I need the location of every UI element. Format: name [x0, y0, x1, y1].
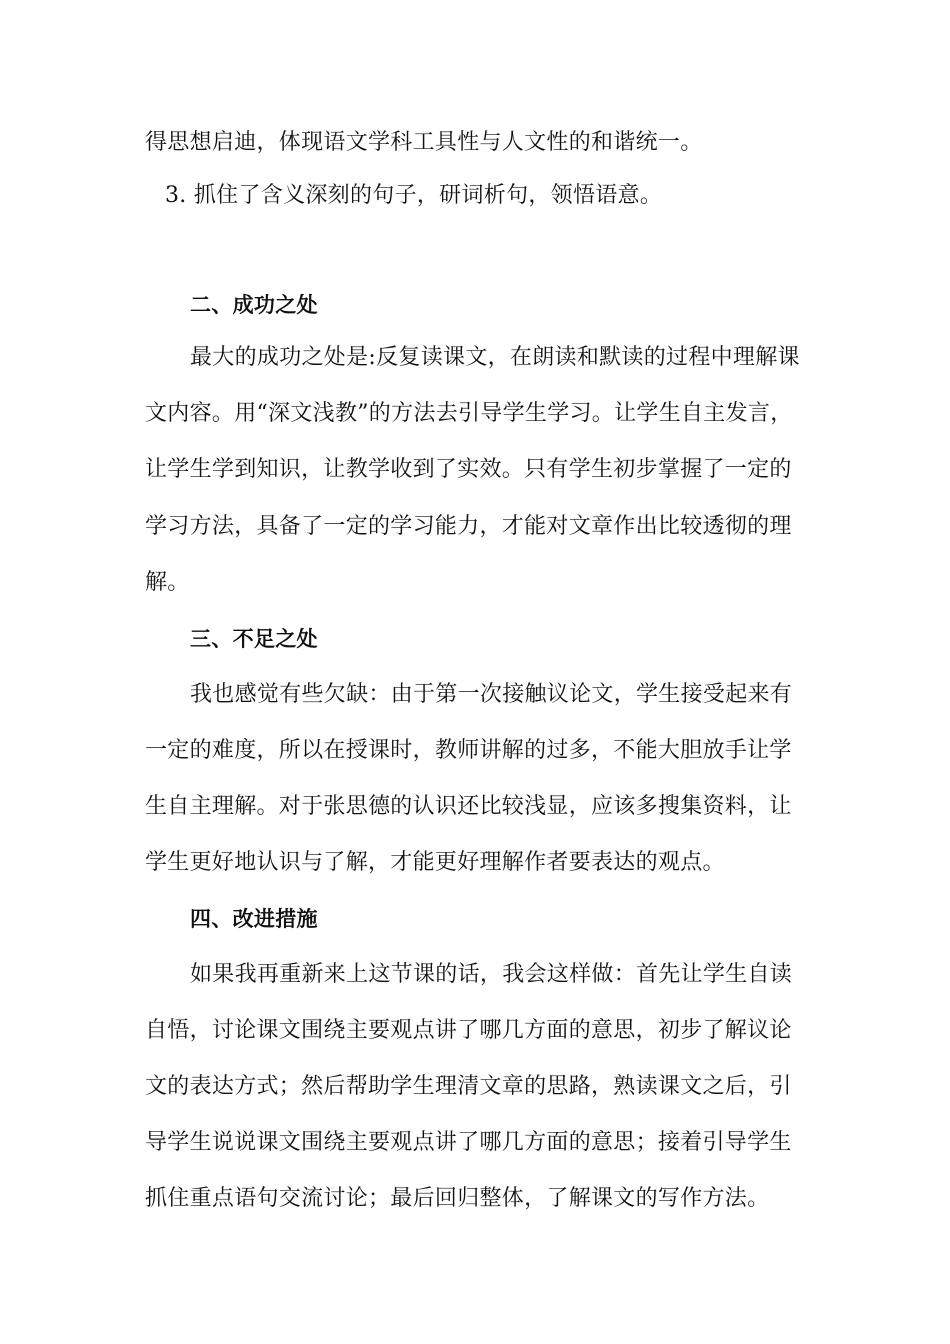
improvements-paragraph-line: 抓住重点语句交流讨论；最后回归整体，了解课文的写作方法。 [145, 1186, 770, 1211]
success-paragraph-line: 文内容。用“深文浅教”的方法去引导学生学习。让学生自主发言， [145, 401, 793, 426]
section-heading-shortcomings: 三、不足之处 [190, 627, 318, 651]
improvements-paragraph-line: 导学生说说课文围绕主要观点讲了哪几方面的意思；接着引导学生 [145, 1130, 792, 1155]
success-paragraph-line: 让学生学到知识，让教学收到了实效。只有学生初步掌握了一定的 [145, 457, 792, 482]
shortcomings-paragraph-line: 我也感觉有些欠缺：由于第一次接触议论文，学生接受起来有 [190, 682, 793, 707]
improvements-paragraph-line: 如果我再重新来上这节课的话，我会这样做：首先让学生自读 [190, 962, 793, 987]
shortcomings-paragraph-line: 学生更好地认识与了解，才能更好理解作者要表达的观点。 [145, 850, 725, 875]
section-heading-improvements: 四、改进措施 [190, 907, 318, 931]
shortcomings-paragraph-line: 一定的难度，所以在授课时，教师讲解的过多，不能大胆放手让学 [145, 738, 792, 763]
list-item-3: 3. 抓住了含义深刻的句子，研词析句，领悟语意。 [165, 183, 663, 208]
section-heading-success: 二、成功之处 [190, 293, 318, 317]
success-paragraph-line: 解。 [145, 570, 190, 595]
improvements-paragraph-line: 自悟，讨论课文围绕主要观点讲了哪几方面的意思，初步了解议论 [145, 1018, 792, 1043]
success-paragraph-line: 学习方法，具备了一定的学习能力，才能对文章作出比较透彻的理 [145, 514, 792, 539]
shortcomings-paragraph-line: 生自主理解。对于张思德的认识还比较浅显，应该多搜集资料，让 [145, 794, 792, 819]
success-paragraph-line: 最大的成功之处是:反复读课文，在朗读和默读的过程中理解课 [190, 345, 800, 370]
intro-tail-line: 得思想启迪，体现语文学科工具性与人文性的和谐统一。 [145, 130, 703, 155]
improvements-paragraph-line: 文的表达方式；然后帮助学生理清文章的思路，熟读课文之后，引 [145, 1074, 792, 1099]
